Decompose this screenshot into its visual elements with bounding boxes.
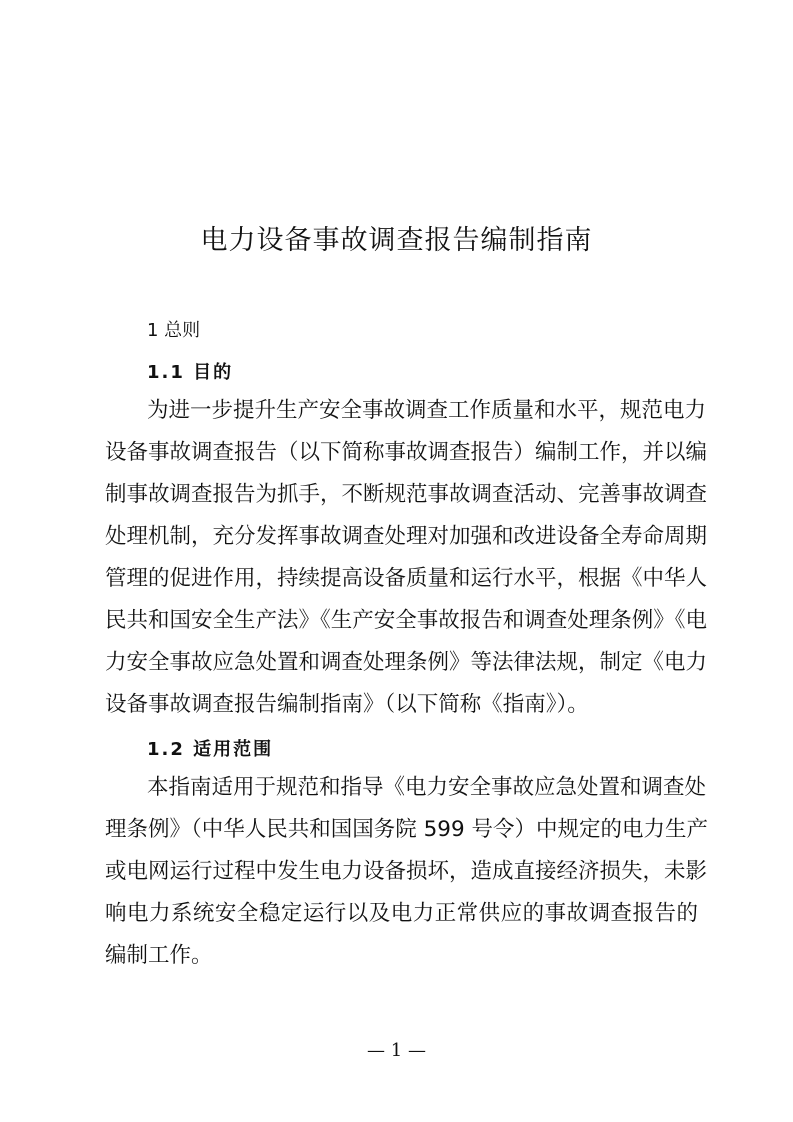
paragraph-line: 设备事故调查报告（以下简称事故调查报告）编制工作，并以编	[105, 440, 708, 465]
paragraph-line: 响电力系统安全稳定运行以及电力正常供应的事故调查报告的	[105, 901, 698, 926]
paragraph-line: 理条例》（中华人民共和国国务院 599 号令）中规定的电力生产	[105, 817, 708, 842]
paragraph-line: 或电网运行过程中发生电力设备损坏，造成直接经济损失，未影	[105, 859, 708, 884]
section-heading-purpose: 1.1 目的	[147, 362, 234, 383]
paragraph-line: 设备事故调查报告编制指南》（以下简称《指南》）。	[105, 692, 589, 717]
page-number: — 1 —	[367, 1040, 426, 1061]
section-heading-scope: 1.2 适用范围	[147, 739, 274, 760]
paragraph-line: 制事故调查报告为抓手，不断规范事故调查活动、完善事故调查	[105, 482, 708, 507]
paragraph-line: 管理的促进作用，持续提高设备质量和运行水平，根据《中华人	[105, 566, 708, 591]
paragraph-line: 编制工作。	[105, 943, 213, 968]
paragraph-line: 民共和国安全生产法》《生产安全事故报告和调查处理条例》《电	[105, 608, 708, 633]
document-title: 电力设备事故调查报告编制指南	[200, 225, 593, 256]
section-heading-general: 1 总则	[147, 320, 201, 341]
paragraph-line: 本指南适用于规范和指导《电力安全事故应急处置和调查处	[147, 775, 707, 800]
paragraph-line: 处理机制，充分发挥事故调查处理对加强和改进设备全寿命周期	[105, 524, 708, 549]
paragraph-line: 为进一步提升生产安全事故调查工作质量和水平，规范电力	[147, 398, 707, 423]
paragraph-line: 力安全事故应急处置和调查处理条例》等法律法规，制定《电力	[105, 650, 708, 675]
